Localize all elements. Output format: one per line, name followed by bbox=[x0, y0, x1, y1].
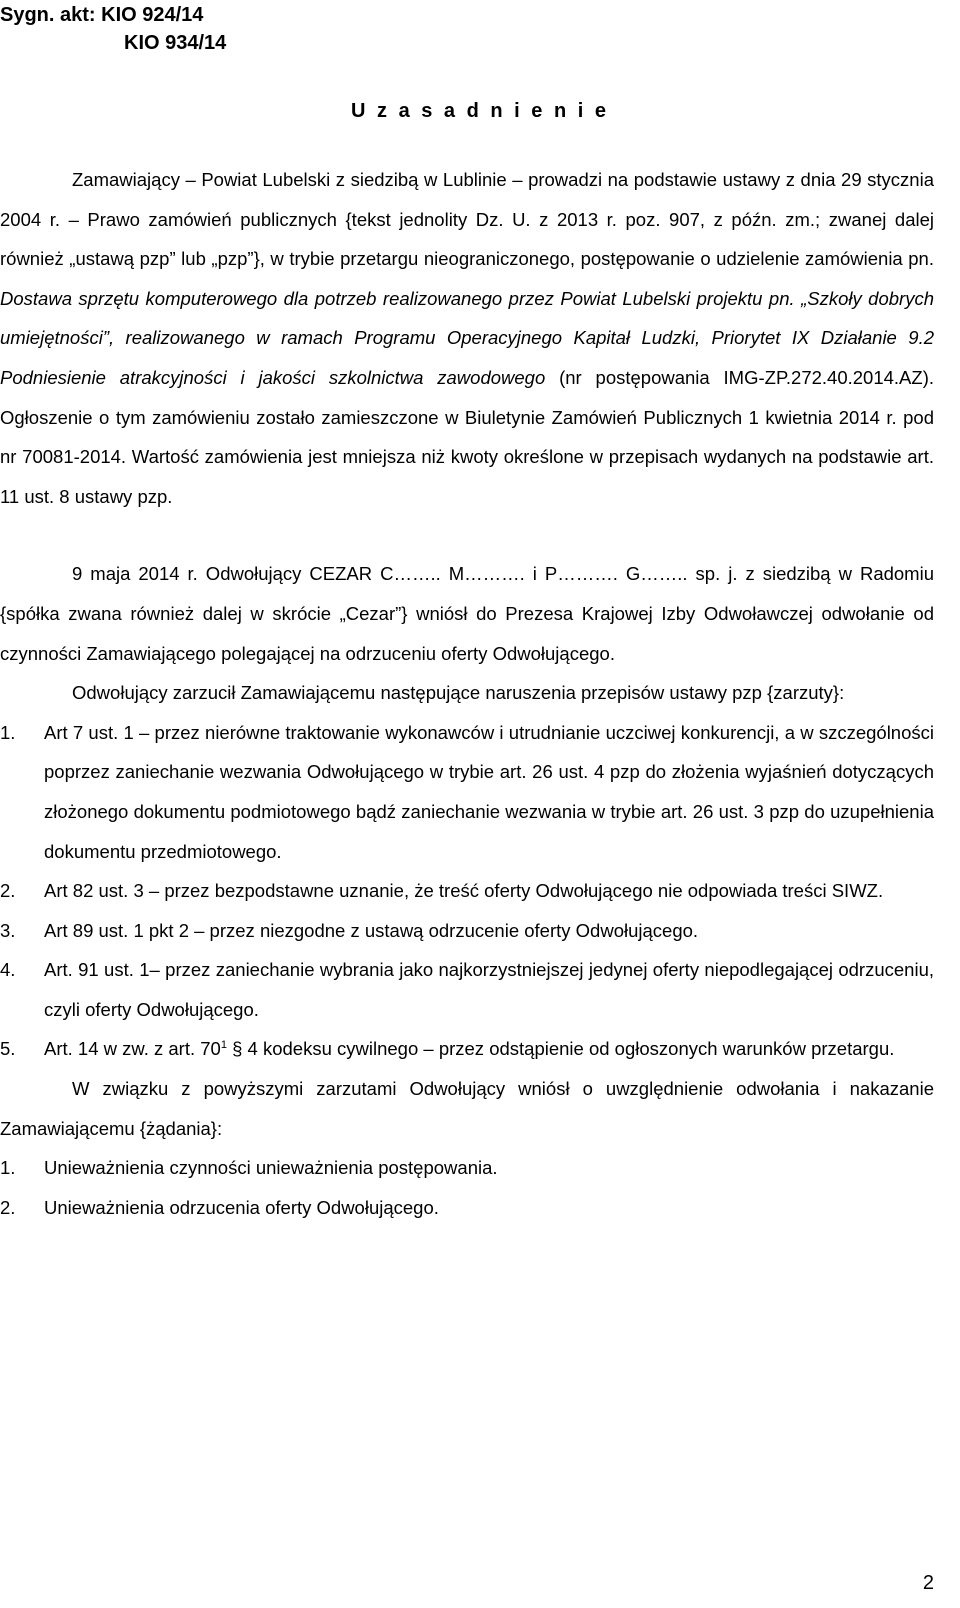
paragraph-charges-intro: Odwołujący zarzucił Zamawiającemu następujące naruszenia przepisów ustawy pzp {zarzuty}: bbox=[72, 682, 845, 704]
list-item-number: 1. bbox=[0, 1157, 16, 1179]
list-item-text: Unieważnienia odrzucenia oferty Odwołującego. bbox=[44, 1196, 439, 1218]
list-item-text: Art 89 ust. 1 pkt 2 – przez niezgodne z ustawą odrzucenie oferty Odwołującego. bbox=[44, 919, 699, 941]
list-item-number: 2. bbox=[0, 880, 16, 902]
list-item-text bbox=[44, 1029, 934, 1069]
paragraph-demands-intro: W związku z powyższymi zarzutami Odwołujący wniósł o uwzględnienie odwołania i nakazanie Zamawiającemu {żądania}: bbox=[0, 1078, 934, 1139]
list-item-number: 3. bbox=[0, 919, 16, 941]
list-item bbox=[0, 1188, 934, 1228]
list-item-text: Art 82 ust. 3 – przez bezpodstawne uznanie, że treść oferty Odwołującego nie odpowiada treści SIWZ. bbox=[44, 880, 884, 902]
list-item-number: 1. bbox=[0, 721, 16, 743]
case-signature-line-2: KIO 934/14 bbox=[124, 32, 227, 54]
section-heading: U z a s a d n i e n i e bbox=[351, 100, 609, 122]
superscript: 1 bbox=[220, 1039, 227, 1052]
list-item-text: Art 7 ust. 1 – przez nierówne traktowanie wykonawców i utrudnianie uczciwej konkurencji, a w szczególności poprzez zaniechanie wezwania Odwołującego w trybie art. 26 ust. 4 pzp do złożenia wyjaśnień dotyczących złożonego dokumentu podmiotowego bądź zaniechanie wezwania w trybie art. 26 ust. 3 pzp do uzupełnienia dokumentu przedmiotowego. bbox=[44, 721, 934, 862]
demands-list bbox=[0, 1148, 934, 1227]
case-signature-line-1: Sygn. akt: KIO 924/14 bbox=[0, 4, 204, 26]
list-item bbox=[0, 1148, 934, 1188]
paragraph-intro-part-a: Zamawiający – Powiat Lubelski z siedzibą w Lublinie – prowadzi na podstawie ustawy z dnia 29 stycznia 2004 r. – Prawo zamówień publicznych {tekst jednolity Dz. U. z 2013 r. poz. 907, z późn. zm.; zwanej dalej również „ustawą pzp” lub „pzp”}, w trybie przetargu nieograniczonego, postępowanie o udzielenie zamówienia pn. bbox=[0, 169, 934, 270]
list-item bbox=[0, 1029, 934, 1069]
list-item-number: 2. bbox=[0, 1196, 16, 1218]
charges-list bbox=[0, 713, 934, 1069]
list-item bbox=[0, 713, 934, 871]
charge5-post: § 4 kodeksu cywilnego – przez odstąpienie od ogłoszonych warunków przetargu. bbox=[226, 1038, 895, 1060]
list-item bbox=[0, 911, 934, 951]
list-item-number: 5. bbox=[0, 1038, 16, 1060]
paragraph-intro-part-c: (nr postępowania IMG-ZP.272.40.2014.AZ). Ogłoszenie o tym zamówieniu zostało zamieszczone w Biuletynie Zamówień Publicznych 1 kwietnia 2014 r. pod nr 70081-2014. Wartość zamówienia jest mniejsza niż kwoty określone w przepisach wydanych na podstawie art. 11 ust. 8 ustawy pzp. bbox=[0, 366, 934, 507]
list-item bbox=[0, 871, 934, 911]
charge5-pre: Art. 14 w zw. z art. 70 bbox=[44, 1038, 221, 1060]
paragraph-intro bbox=[0, 160, 934, 516]
list-item-text: Unieważnienia czynności unieważnienia postępowania. bbox=[44, 1157, 498, 1179]
list-item bbox=[0, 950, 934, 1029]
page-number: 2 bbox=[922, 1572, 934, 1594]
paragraph-appeal: 9 maja 2014 r. Odwołujący CEZAR C…….. M………. i P………. G…….. sp. j. z siedzibą w Radomiu {spółka zwana również dalej w skrócie „Cezar”} wniósł do Prezesa Krajowej Izby Odwoławczej odwołanie od czynności Zamawiającego polegającej na odrzuceniu oferty Odwołującego. bbox=[0, 563, 934, 664]
list-item-number: 4. bbox=[0, 959, 16, 981]
list-item-text: Art. 91 ust. 1– przez zaniechanie wybrania jako najkorzystniejszej jedynej oferty niepodlegającej odrzuceniu, czyli oferty Odwołującego. bbox=[44, 959, 934, 1020]
document-body bbox=[0, 160, 934, 1227]
contract-title: Dostawa sprzętu komputerowego dla potrzeb realizowanego przez Powiat Lubelski projektu pn. „Szkoły dobrych umiejętności”, realizowanego w ramach Programu Operacyjnego Kapitał Ludzki, Priorytet IX Działanie 9.2 Podniesienie atrakcyjności i jakości szkolnictwa zawodowego bbox=[0, 287, 934, 388]
